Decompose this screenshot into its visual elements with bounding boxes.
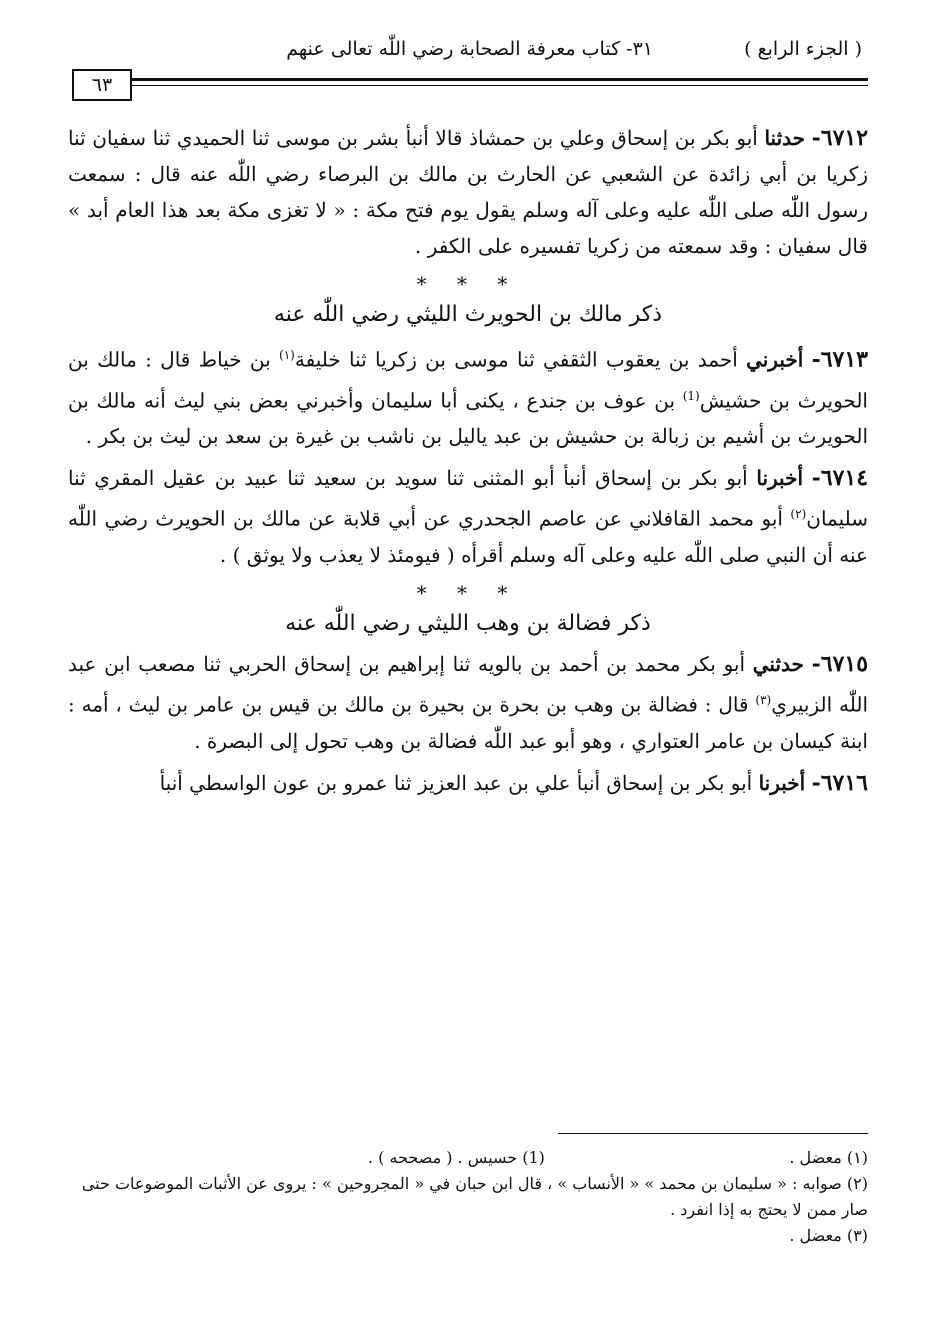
hadith-lead-word: حدثني bbox=[752, 651, 804, 676]
hadith-number: ٦٧١٢- bbox=[811, 125, 869, 151]
hadith-number: ٦٧١٦- bbox=[811, 769, 868, 796]
page-number: ٦٣ bbox=[72, 69, 132, 101]
hadith-number: ٦٧١٥- bbox=[811, 650, 869, 677]
header-rule-thin bbox=[130, 85, 868, 86]
header-rule-thick bbox=[130, 78, 868, 81]
hadith-text: أبو بكر محمد بن أحمد بن بالويه ثنا إبراهيم بن إسحاق الحربي ثنا مصعب ابن عبد اللّٰه الزبيري bbox=[68, 651, 869, 717]
hadith-text: أبو بكر بن إسحاق وعلي بن حمشاذ قالا أنبأ بشر بن موسى ثنا الحميدي ثنا سفيان ثنا زكريا بن أبي زائدة عن الشعبي عن الحارث بن مالك بن البرصاء رضي اللّٰه عنه قال : سمعت رسول اللّٰه صلى اللّٰه عليه وعلى آله وسلم يقول يوم فتح مكة : « لا تغزى مكة بعد هذا العام أبد » قال سفيان : وقد سمعته من زكريا تفسيره على الكفر . bbox=[68, 126, 868, 258]
footnote-2: (٢) صوابه : « سليمان بن محمد » « الأنساب » ، قال ابن حبان في « المجروحين » : يروى عن الأثبات الموضوعات حتى صار ممن لا يحتج به إذا انفرد . bbox=[81, 1174, 868, 1219]
footnote-row bbox=[68, 1145, 868, 1171]
main-text bbox=[68, 120, 868, 807]
section-separator: * * * bbox=[416, 272, 520, 296]
hadith-text: أبو بكر بن إسحاق أنبأ أبو المثنى ثنا سويد بن سعيد ثنا عبيد بن عقيل المقري ثنا سليمان bbox=[68, 466, 869, 531]
hadith-6715 bbox=[68, 646, 868, 759]
hadith-text: بن خياط قال : مالك بن الحويرث بن حشيش bbox=[68, 347, 868, 413]
footnote-3: (٣) معضل . bbox=[789, 1226, 868, 1245]
footnote-ref: (٢) bbox=[790, 507, 807, 522]
footnote-ref: (1) bbox=[682, 388, 700, 403]
footnote-1-correction: (1) حسيس . ( مصححه ) . bbox=[368, 1148, 545, 1167]
hadith-text: أبو محمد القافلاني عن عاصم الجحدري عن أبي قلابة عن مالك بن الحويرث رضي اللّٰه عنه أن النبي صلى اللّٰه عليه وعلى آله وسلم أقرأه ( فيومئذ لا يعذب ولا يوثق ) . bbox=[68, 506, 868, 567]
hadith-number: ٦٧١٣- bbox=[811, 346, 868, 373]
section-separator: * * * bbox=[416, 580, 520, 605]
hadith-text: قال : فضالة بن وهب بن بحرة بن بحيرة بن مالك بن قيس بن عامر بن ليث ، أمه : ابنة كيسان بن عامر العتواري ، وهو أبو عبد اللّٰه فضالة بن وهب تحول إلى البصرة . bbox=[68, 692, 868, 753]
hadith-text: أبو بكر بن إسحاق أنبأ علي بن عبد العزيز ثنا عمرو بن عون الواسطي أنبأ bbox=[159, 770, 753, 795]
hadith-lead-word: أخبرنا bbox=[758, 770, 806, 795]
hadith-lead-word: أخبرنا bbox=[756, 466, 803, 491]
volume-label: ( الجزء الرابع ) bbox=[744, 38, 862, 60]
footnote-ref: (١) bbox=[279, 348, 295, 362]
hadith-6714 bbox=[68, 460, 868, 573]
footnote-divider bbox=[558, 1133, 868, 1134]
footnote-1: (١) معضل . bbox=[789, 1148, 868, 1167]
hadith-number: ٦٧١٤- bbox=[811, 465, 869, 492]
hadith-6713 bbox=[68, 337, 868, 454]
hadith-lead-word: أخبرني bbox=[746, 347, 804, 372]
footnote-ref: (٣) bbox=[755, 692, 772, 707]
footnotes bbox=[68, 1145, 868, 1249]
section-heading: ذكر مالك بن الحويرث الليثي رضي اللّٰه عنه bbox=[273, 302, 663, 327]
hadith-6716 bbox=[68, 765, 868, 801]
book-title: ٣١- كتاب معرفة الصحابة رضي اللّٰه تعالى عنهم bbox=[286, 38, 653, 60]
book-page bbox=[68, 30, 868, 1310]
section-heading: ذكر فضالة بن وهب الليثي رضي اللّٰه عنه bbox=[285, 610, 651, 636]
hadith-text: بن عوف بن جندع ، يكنى أبا سليمان وأخبرني بعض بني ليث أنه مالك بن الحويرث بن أشيم بن زبالة بن حشيش بن عبد ياليل بن ناشب بن غيرة بن سعد بن ليث بن بكر . bbox=[68, 388, 868, 449]
page-header bbox=[68, 38, 868, 96]
hadith-lead-word: حدثنا bbox=[764, 126, 806, 150]
hadith-6712 bbox=[68, 120, 868, 264]
hadith-text: أحمد بن يعقوب الثقفي ثنا موسى بن زكريا ثنا خليفة bbox=[294, 347, 738, 372]
